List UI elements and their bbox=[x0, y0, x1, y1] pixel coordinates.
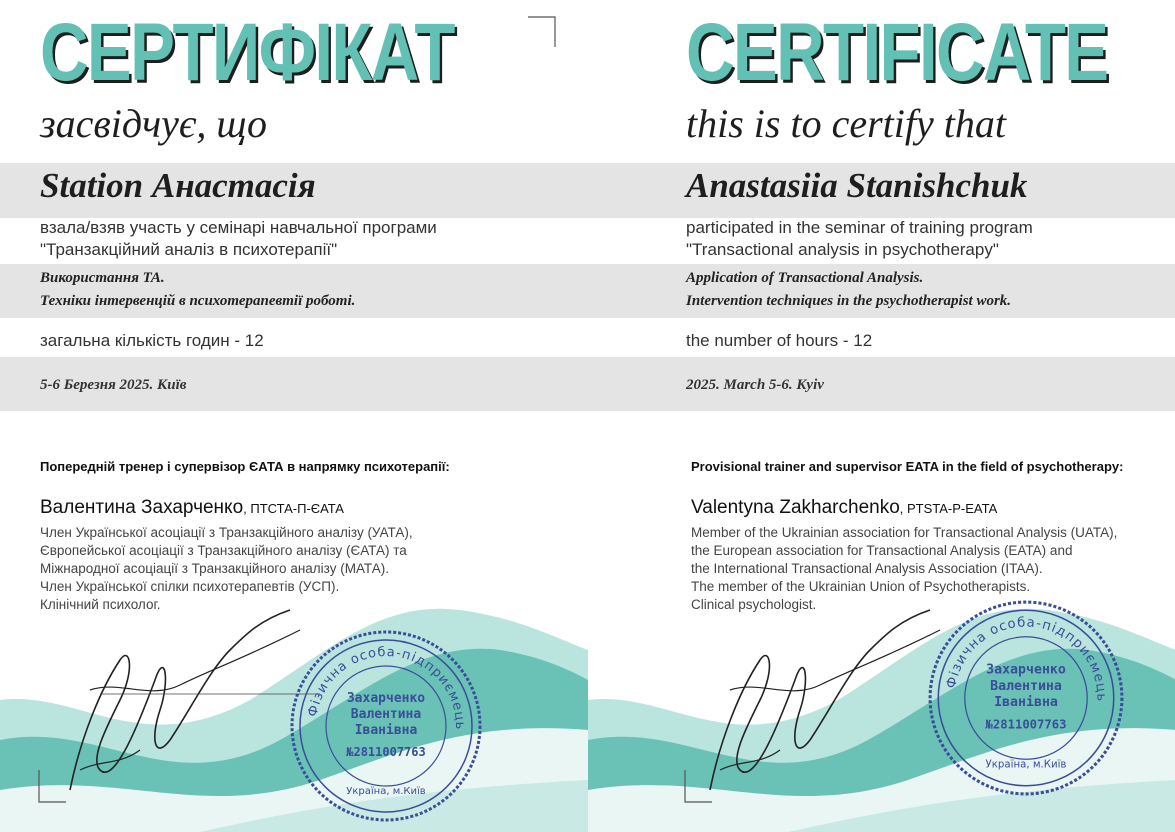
trainer-name-text: Valentyna Zakharchenko bbox=[691, 497, 900, 518]
program-name: "Транзакційний аналіз в психотерапії" bbox=[40, 240, 338, 259]
stamp-number: №2811007763 bbox=[985, 717, 1067, 732]
hours-count: загальна кількість годин - 12 bbox=[40, 331, 264, 350]
corner-mark bbox=[528, 16, 558, 48]
membership-line: the International Transactional Analysis Association (ITAA). bbox=[691, 561, 1043, 576]
date-location: 5-6 Березня 2025. Київ bbox=[40, 377, 187, 393]
trainer-name-text: Валентина Захарченко bbox=[40, 497, 244, 518]
stamp-ring-text: Фізична особа-підприємець bbox=[305, 644, 468, 731]
membership-line: The member of the Ukrainian Union of Psychotherapists. bbox=[691, 579, 1031, 594]
certify-subtitle: засвідчує, що bbox=[40, 101, 268, 146]
stamp-number: №2811007763 bbox=[346, 745, 426, 759]
membership-line: Європейської асоціації з Транзакційного аналізу (ЄАТА) та bbox=[40, 543, 407, 558]
trainer-name bbox=[691, 497, 997, 519]
seminar-line: взала/взяв участь у семінарі навчальної програми bbox=[40, 218, 437, 237]
stamp-line: Валентина bbox=[350, 707, 422, 722]
topic-line: Техніки інтервенцій в психотерапевтії роботі. bbox=[40, 293, 356, 309]
topic-line: Application of Transactional Analysis. bbox=[686, 270, 924, 286]
trainer-header: Provisional trainer and supervisor EATA in the field of psychotherapy: bbox=[691, 459, 1124, 474]
trainer-header: Попередній тренер і супервізор ЄАТА в напрямку психотерапії: bbox=[40, 459, 450, 474]
stamp-line: Захарченко bbox=[986, 662, 1066, 678]
stamp-line: Валентина bbox=[990, 678, 1062, 694]
program-name: "Transactional analysis in psychotherapy" bbox=[686, 240, 999, 259]
stamp-line: Іванівна bbox=[354, 723, 418, 738]
certify-subtitle: this is to certify that bbox=[686, 101, 1006, 146]
signature bbox=[60, 590, 320, 810]
certificate-title: СЕРТИФІКАТ bbox=[40, 7, 454, 98]
official-stamp bbox=[926, 598, 1126, 798]
membership-line: Клінічний психолог. bbox=[40, 597, 161, 612]
official-stamp bbox=[288, 628, 484, 824]
topic-line: Використання ТА. bbox=[40, 270, 165, 286]
hours-count: the number of hours - 12 bbox=[686, 331, 873, 350]
trainer-credential: , ПТСТА-П-ЄАТА bbox=[243, 501, 344, 516]
membership-line: Міжнародної асоціації з Транзакційного аналізу (МАТА). bbox=[40, 561, 389, 576]
date-location: 2025. March 5-6. Kyiv bbox=[686, 377, 824, 393]
topic-line: Intervention techniques in the psychotherapist work. bbox=[686, 293, 1012, 309]
membership-line: the European association for Transactional Analysis (EATA) and bbox=[691, 543, 1073, 558]
stamp-bottom-text: Україна, м.Київ bbox=[346, 786, 426, 797]
membership-line: Clinical psychologist. bbox=[691, 597, 817, 612]
signature bbox=[700, 590, 960, 810]
stamp-bottom-text: Україна, м.Київ bbox=[985, 759, 1067, 771]
certificate-english bbox=[588, 0, 1175, 832]
certificate-title: CERTIFICATE bbox=[686, 7, 1108, 98]
stamp-line: Іванівна bbox=[994, 695, 1058, 711]
membership-line: Член Української асоціації з Транзакційного аналізу (УАТА), bbox=[40, 525, 413, 540]
date-band bbox=[588, 357, 1175, 411]
stamp-ring-text: Фізична особа-підприємець bbox=[944, 615, 1109, 703]
stamp-line: Захарченко bbox=[346, 691, 426, 706]
trainer-name bbox=[40, 497, 344, 519]
recipient-name: Station Анастасія bbox=[40, 166, 316, 205]
membership-line: Член Української спілки психотерапевтів (УСП). bbox=[40, 579, 340, 594]
seminar-line: participated in the seminar of training program bbox=[686, 218, 1033, 237]
recipient-name: Anastasiia Stanishchuk bbox=[686, 166, 1028, 205]
membership-line: Member of the Ukrainian association for Transactional Analysis (UATA), bbox=[691, 525, 1118, 540]
trainer-credential: , PTSTA-P-EATA bbox=[899, 501, 998, 516]
